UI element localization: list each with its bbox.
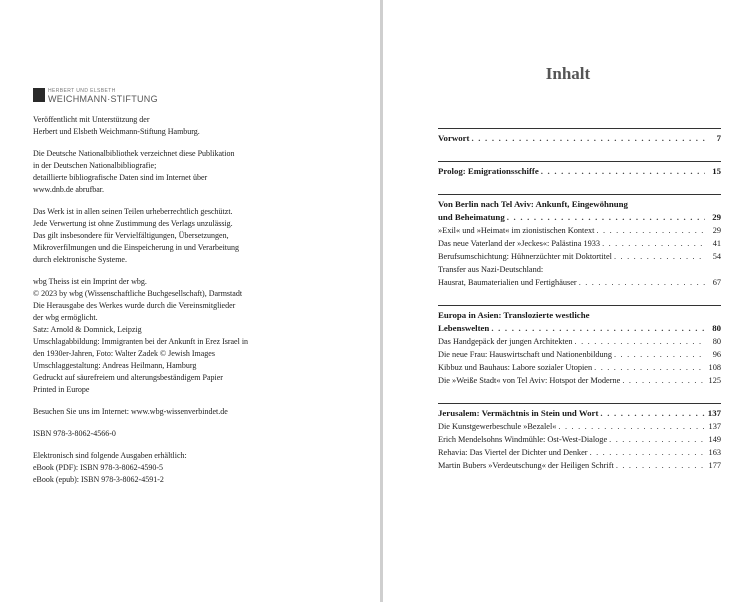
toc-entry-page: 29 [712,226,721,235]
toc-entry-page: 163 [708,448,721,457]
toc-entry-page: 15 [712,166,721,176]
toc-chapter-heading[interactable]: Europa in Asien: Translozierte westliche [438,310,590,320]
toc-entry-page: 29 [712,212,721,222]
leader-dots [471,132,705,145]
leader-dots [594,361,705,374]
logo-big-text: WEICHMANN·STIFTUNG [48,94,158,104]
toc-chapter-heading-end[interactable] [438,322,721,335]
toc-entry-page: 41 [712,239,721,248]
imprint-line: detaillierte bibliografische Daten sind im Internet über [33,173,208,182]
toc-entry-title: Die neue Frau: Hauswirtschaft und Nationenbildung [438,350,612,359]
toc-chapter-heading[interactable] [438,407,721,420]
imprint-line: Herbert und Elsbeth Weichmann-Stiftung Hamburg. [33,127,200,136]
imprint-line: Elektronisch sind folgende Ausgaben erhältlich: [33,451,187,460]
imprint-line: Printed in Europe [33,385,90,394]
toc-entry-title: Martin Bubers »Verdeutschung« der Heiligen Schrift [438,461,614,470]
toc-entry[interactable] [438,250,721,263]
toc-entry[interactable] [438,237,721,250]
toc-entry-first-line[interactable]: Transfer aus Nazi-Deutschland: [438,265,544,274]
toc-entry[interactable] [438,276,721,289]
toc-entry[interactable] [438,459,721,472]
toc-entry-page: 54 [712,252,721,261]
imprint-line: © 2023 by wbg (Wissenschaftliche Buchgesellschaft), Darmstadt [33,289,243,298]
toc-entry[interactable] [438,165,721,178]
leader-dots [491,322,705,335]
toc-entry[interactable] [438,433,721,446]
leader-dots [558,420,705,433]
toc-entry-page: 108 [708,363,721,372]
toc-entry[interactable] [438,348,721,361]
toc-section-jerusalem [438,403,721,472]
toc-entry-page: 149 [708,435,721,444]
imprint-line: Umschlaggestaltung: Andreas Heilmann, Hamburg [33,361,197,370]
imprint-line: Die Herausgabe des Werkes wurde durch die Vereinsmitglieder [33,301,236,310]
leader-dots [622,374,705,387]
imprint-line: Satz: Arnold & Domnick, Leipzig [33,325,142,334]
leader-dots [575,335,705,348]
page-title: Inhalt [545,64,591,83]
toc-entry-title: Jerusalem: Vermächtnis in Stein und Wort [438,408,599,418]
leader-dots [614,348,705,361]
toc-chapter-heading-end[interactable] [438,211,721,224]
toc-entry-title: Die »Weiße Stadt« von Tel Aviv: Hotspot der Moderne [438,376,621,385]
imprint-line: Umschlagabbildung: Immigranten bei der Ankunft in Erez Israel in [33,337,249,346]
imprint-line: der wbg ermöglicht. [33,313,98,322]
toc-entry-title: Das Handgepäck der jungen Architekten [438,337,573,346]
toc-entry-title: Erich Mendelsohns Windmühle: Ost-West-Dialoge [438,435,608,444]
imprint-line: den 1930er-Jahren, Foto: Walter Zadek © Jewish Images [33,349,215,358]
imprint-text [33,114,373,486]
toc-entry-page: 177 [708,461,721,470]
toc-entry[interactable] [438,420,721,433]
toc-entry[interactable] [438,374,721,387]
toc-entry[interactable] [438,335,721,348]
toc-section-prolog [438,161,721,178]
toc-entry-page: 7 [716,133,721,143]
imprint-line: Die Deutsche Nationalbibliothek verzeichnet diese Publikation [33,149,235,158]
toc-entry-page: 67 [712,278,721,287]
imprint-line: in der Deutschen Nationalbibliografie; [33,161,157,170]
toc-chapter-heading[interactable]: Von Berlin nach Tel Aviv: Ankunft, Eingewöhnung [438,199,628,209]
imprint-line: wbg Theiss ist ein Imprint der wbg. [33,277,147,286]
toc-entry[interactable] [438,132,721,145]
toc-entry-title: Rehavia: Das Viertel der Dichter und Denker [438,448,588,457]
toc-section-europa-asien [438,305,721,387]
toc-entry-page: 137 [707,408,721,418]
leader-dots [579,276,705,289]
toc-entry-title: Berufsumschichtung: Hühnerzüchter mit Doktortitel [438,252,612,261]
imprint-line: Das gilt insbesondere für Vervielfältigungen, Übersetzungen, [33,231,229,240]
imprint-line: Mikroverfilmungen und die Einspeicherung in und Verarbeitung [33,243,240,252]
toc-entry-title: Prolog: Emigrationsschiffe [438,166,539,176]
isbn-line: ISBN 978-3-8062-4566-0 [33,429,116,438]
toc-entry-page: 137 [708,422,721,431]
toc-entry-title: Vorwort [438,133,470,143]
toc-entry-title: »Exil« und »Heimat« im zionistischen Kontext [438,226,595,235]
table-of-contents [438,128,721,472]
toc-entry-title: Kibbuz und Bauhaus: Labore sozialer Utopien [438,363,593,372]
contents-page [383,0,753,602]
imprint-line: Gedruckt auf säurefreiem und alterungsbeständigem Papier [33,373,223,382]
logo-mark-icon [33,88,45,102]
imprint-line: www.dnb.de abrufbar. [33,185,105,194]
leader-dots [507,211,705,224]
leader-dots [541,165,705,178]
imprint-line: Das Werk ist in allen seinen Teilen urheberrechtlich geschützt. [33,207,233,216]
logo-small-text: HERBERT UND ELSBETH [48,88,116,94]
imprint-line: durch elektronische Systeme. [33,255,127,264]
toc-entry-title: Hausrat, Baumaterialien und Fertighäuser [438,278,577,287]
website-line: Besuchen Sie uns im Internet: www.wbg-wissenverbindet.de [33,407,228,416]
leader-dots [596,224,705,237]
toc-section-vorwort [438,128,721,145]
toc-section-berlin-tel-aviv [438,194,721,289]
toc-entry-title: Das neue Vaterland der »Jeckes«: Palästina 1933 [438,239,601,248]
toc-entry-title: Die Kunstgewerbeschule »Bezalel« [438,422,557,431]
toc-entry[interactable] [438,446,721,459]
leader-dots [616,459,705,472]
toc-entry-page: 96 [712,350,721,359]
leader-dots [600,407,705,420]
leader-dots [609,433,705,446]
toc-entry-title: Lebenswelten [438,323,490,333]
imprint-line: Jede Verwertung ist ohne Zustimmung des Verlags unzulässig. [33,219,233,228]
imprint-line: Veröffentlicht mit Unterstützung der [33,115,150,124]
toc-entry-page: 80 [712,323,721,333]
leader-dots [614,250,705,263]
imprint-line: eBook (epub): ISBN 978-3-8062-4591-2 [33,475,164,484]
toc-entry[interactable] [438,361,721,374]
imprint-line: eBook (PDF): ISBN 978-3-8062-4590-5 [33,463,163,472]
leader-dots [590,446,705,459]
toc-entry[interactable] [438,224,721,237]
toc-entry-title: und Beheimatung [438,212,505,222]
leader-dots [602,237,705,250]
toc-entry-page: 125 [708,376,721,385]
toc-entry-page: 80 [712,337,721,346]
